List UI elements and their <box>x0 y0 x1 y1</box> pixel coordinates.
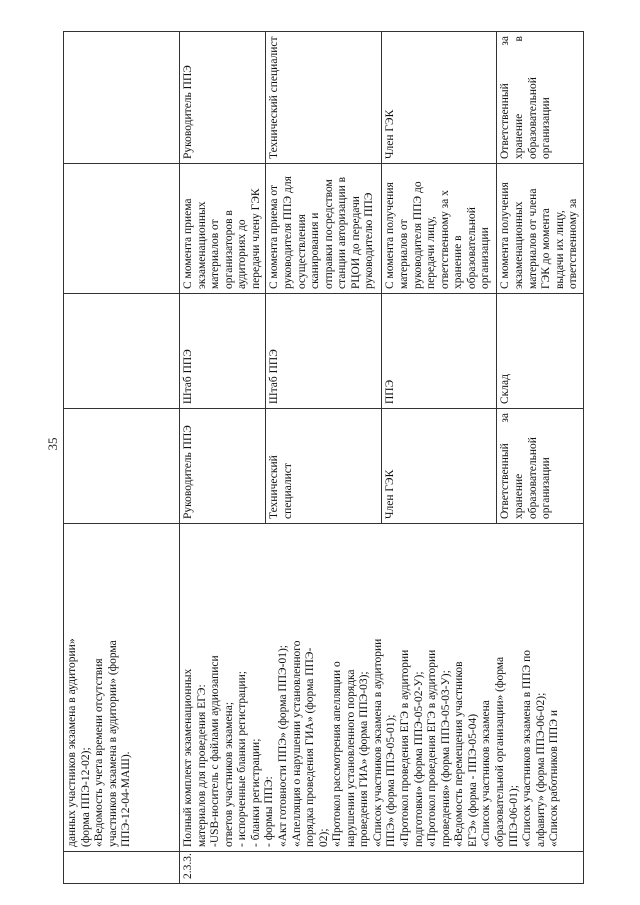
receives-cell: Член ГЭК <box>382 32 497 164</box>
time-cell: С момента получения материалов от руководителя ППЭ до передачи лицу, ответственному за х хранение в образовательной организации <box>382 164 497 294</box>
time-cell: С момента получения экзаменационных материалов от члена ГЭК до момента выдачи их лицу, ответственному за <box>497 164 583 294</box>
receives-cell <box>64 32 180 164</box>
documents-cell: данных участников экзамена в аудитории» (форма ППЭ-12-02); «Ведомость учета времени отсутствия участников экзамена в аудитории» (форма ППЭ-12-04-МАШ). <box>64 524 180 852</box>
place-cell: Штаб ППЭ <box>266 294 382 409</box>
materials-table <box>63 31 584 884</box>
time-cell: С момента приема от руководителя ППЭ для осуществления сканирования и отправки посредством станции авторизации в РЦОИ до передачи руководителю ППЭ <box>266 164 382 294</box>
transfers-cell: Ответственный за хранение образовательной организации <box>497 409 583 524</box>
page-number: 35 <box>45 437 60 451</box>
table-row <box>180 32 266 884</box>
transfers-cell: Технический специалист <box>266 409 382 524</box>
place-cell: Штаб ППЭ <box>180 294 266 409</box>
receives-cell: Ответственный за хранение в образовательной организации <box>497 32 583 164</box>
row-number-cell: 2.3.3. <box>180 852 584 884</box>
time-cell: С момента приема экзаменационных материалов от организаторов в аудиториях до передачи члену ГЭК <box>180 164 266 294</box>
transfers-cell: Руководитель ППЭ <box>180 409 266 524</box>
documents-cell: Полный комплект экзаменационных материалов для проведения ЕГЭ: -USB-носитель с файлами аудиозаписи ответов участников экзамена; - испорченные бланки регистрации; - бланки регистрации; - формы ППЭ: «Акт готовности ППЭ» (форма ППЭ-01); «Апелляция о нарушении установленного порядка проведения ГИА» (форма ППЭ- 02); «Протокол рассмотрения апелляции о нарушении установленного порядка проведения ГИА» (форма ППЭ-03); «Список участников экзамена в аудитории ППЭ» (форма ППЭ-05-01); «Протокол проведения ЕГЭ в аудитории подготовки» (форма ППЭ-05-02-У); «Протокол проведения ЕГЭ в аудитории проведения» (форма ППЭ-05-03-У); «Ведомость перемещения участников ЕГЭ» (форма - ППЭ-05-04) «Список участников экзамена образовательной организации» (форма ППЭ-06-01); «Список участников экзамена в ППЭ по алфавиту» (форма ППЭ-06-02); «Список работников ППЭ и <box>180 524 584 852</box>
place-cell <box>64 294 180 409</box>
place-cell: ППЭ <box>382 294 497 409</box>
place-cell: Склад <box>497 294 583 409</box>
receives-cell: Руководитель ППЭ <box>180 32 266 164</box>
receives-cell: Технический специалист <box>266 32 382 164</box>
row-number-cell <box>64 852 180 884</box>
document-table-container <box>63 32 580 884</box>
transfers-cell: Член ГЭК <box>382 409 497 524</box>
table-row <box>64 32 180 884</box>
time-cell <box>64 164 180 294</box>
transfers-cell <box>64 409 180 524</box>
